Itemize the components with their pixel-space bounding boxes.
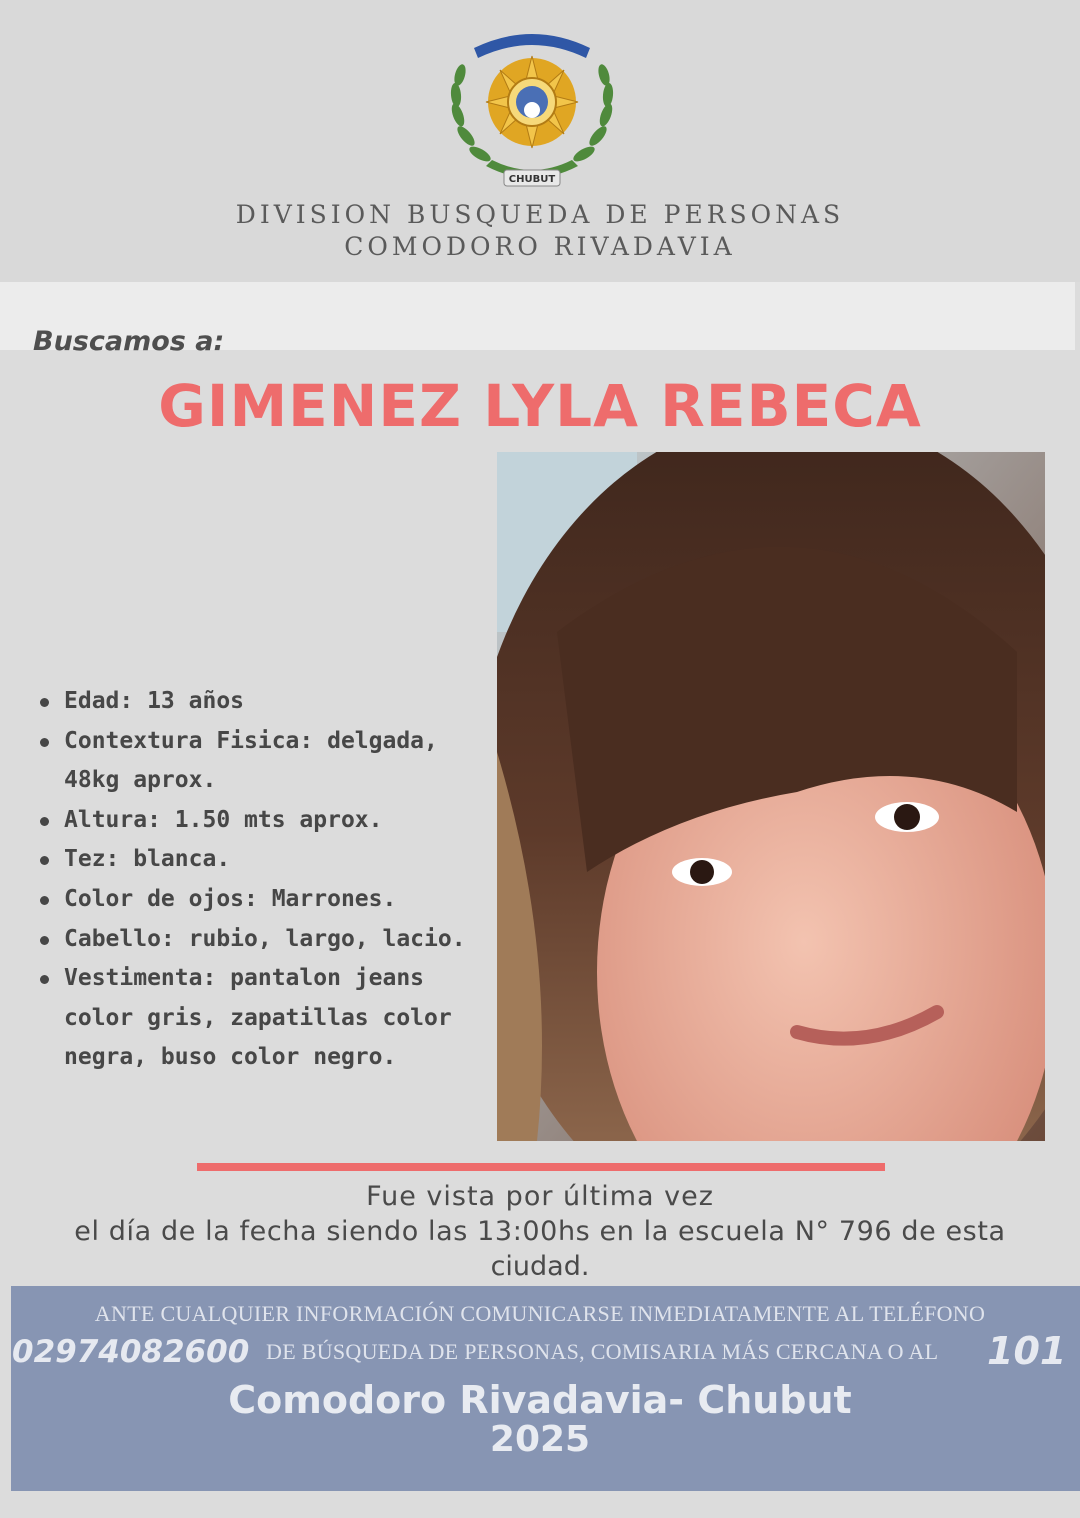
last-seen-text bbox=[0, 1179, 1080, 1284]
divider-line bbox=[197, 1163, 885, 1171]
contact-middle-text: DE BÚSQUEDA DE PERSONAS, COMISARIA MÁS CERCANA O AL bbox=[266, 1339, 939, 1364]
list-item: Vestimenta: pantalon jeans color gris, zapatillas color negra, buso color negro. bbox=[34, 959, 484, 1078]
person-name: GIMENEZ LYLA REBECA bbox=[158, 372, 922, 440]
list-item: Altura: 1.50 mts aprox. bbox=[34, 801, 484, 841]
emergency-number[interactable]: 101 bbox=[987, 1329, 1067, 1373]
search-label: Buscamos a: bbox=[33, 326, 225, 357]
list-item: Tez: blanca. bbox=[34, 840, 484, 880]
list-item: Cabello: rubio, largo, lacio. bbox=[34, 920, 484, 960]
details-list bbox=[34, 682, 484, 1078]
division-title-line2: COMODORO RIVADAVIA bbox=[344, 232, 736, 261]
last-seen-line3: ciudad. bbox=[490, 1251, 590, 1282]
list-item: Contextura Fisica: delgada, 48kg aprox. bbox=[34, 722, 484, 801]
footer-year: 2025 bbox=[489, 1419, 591, 1460]
logo-bottom-text: CHUBUT bbox=[508, 174, 556, 185]
list-item: Color de ojos: Marrones. bbox=[34, 880, 484, 920]
phone-number[interactable]: 02974082600 bbox=[12, 1334, 250, 1370]
last-seen-line1: Fue vista por última vez bbox=[366, 1181, 714, 1212]
footer-city: Comodoro Rivadavia- Chubut bbox=[228, 1378, 852, 1422]
contact-row bbox=[0, 1330, 1080, 1380]
list-item: Edad: 13 años bbox=[34, 682, 484, 722]
division-title bbox=[0, 199, 1080, 263]
police-badge-icon bbox=[446, 20, 618, 190]
contact-line: ANTE CUALQUIER INFORMACIÓN COMUNICARSE INMEDIATAMENTE AL TELÉFONO bbox=[94, 1301, 986, 1326]
person-photo bbox=[497, 452, 1045, 1141]
division-title-line1: DIVISION BUSQUEDA DE PERSONAS bbox=[235, 200, 845, 229]
last-seen-line2: el día de la fecha siendo las 13:00hs en la escuela N° 796 de esta bbox=[74, 1216, 1006, 1247]
